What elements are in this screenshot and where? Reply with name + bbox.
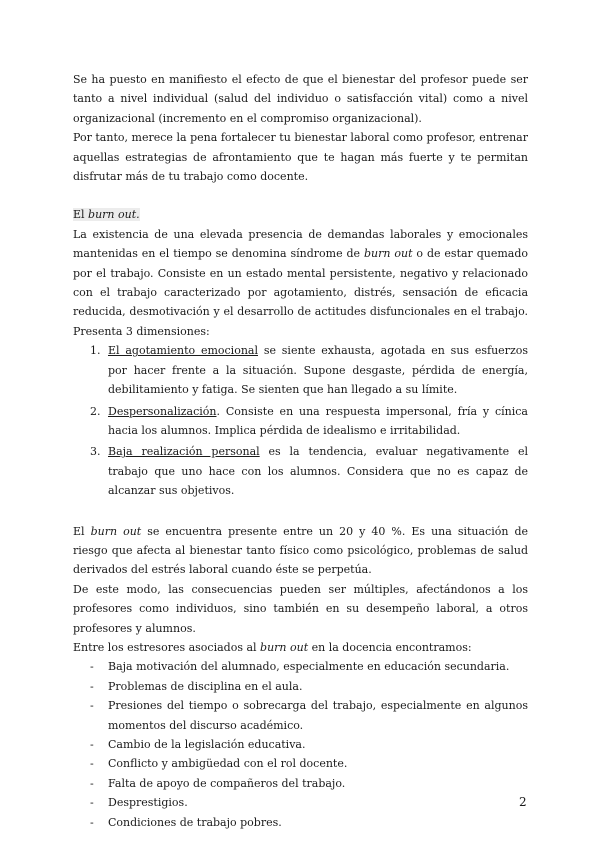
consequences-paragraph: De este modo, las consecuencias pueden ser múltiples, afectándonos a los profesores como individuos, sino también en su desempeño laboral, a otros profesores y alumnos.	[73, 582, 528, 635]
list-item: - Conflicto y ambigüedad con el rol docente.	[90, 757, 348, 771]
stressors-intro: Entre los estresores asociados al burn out en la docencia encontramos:	[73, 640, 472, 654]
intro-paragraph-2: Por tanto, merece la pena fortalecer tu bienestar laboral como profesor, entrenar aquellas estrategias de afrontamiento que te hagan más fuerte y te permitan disfrutar más de tu trabajo como docente.	[73, 131, 528, 184]
dimension-term: Baja realización personal	[108, 445, 260, 459]
stressors-list	[73, 657, 528, 832]
dimension-item: 1. El agotamiento emocional se siente exhausta, agotada en sus esfuerzos por hacer frente a la situación. Supone desgaste, pérdida de energía, debilitamiento y fatiga. Se sienten que han llegado a su límite.	[90, 344, 529, 397]
dimension-term: El agotamiento emocional	[108, 344, 258, 358]
dimension-term: Despersonalización	[108, 404, 217, 418]
prevalence-paragraph: El burn out se encuentra presente entre un 20 y 40 %. Es una situación de riesgo que afecta al bienestar tanto físico como psicológico, problemas de salud derivados del estrés laboral cuando éste se perpetúa.	[73, 524, 529, 577]
page-number: 2	[519, 795, 527, 809]
dimension-item: 2. Despersonalización. Consiste en una respuesta impersonal, fría y cínica hacia los alumnos. Implica pérdida de idealismo e irritabilidad.	[90, 404, 528, 437]
list-item: - Falta de apoyo de compañeros del trabajo.	[90, 776, 346, 790]
dimension-item: 3. Baja realización personal es la tendencia, evaluar negativamente el trabajo que uno hace con los alumnos. Considera que no es capaz de alcanzar sus objetivos.	[90, 445, 528, 498]
section-heading: El burn out.	[73, 208, 140, 222]
list-item: - Baja motivación del alumnado, especialmente en educación secundaria.	[90, 660, 510, 674]
list-item: - Problemas de disciplina en el aula.	[90, 679, 303, 693]
dimensions-list	[73, 341, 528, 500]
list-item: - Presiones del tiempo o sobrecarga del trabajo, especialmente en algunos momentos del discurso académico.	[90, 699, 528, 732]
page-content	[73, 70, 528, 832]
burnout-definition-paragraph: La existencia de una elevada presencia de demandas laborales y emocionales mantenidas en el tiempo se denomina síndrome de burn out o de estar quemado por el trabajo. Consiste en un estado mental persistente, negativo y relacionado con el trabajo caracterizado por agotamiento, distrés, sensación de eficacia reducida, desmotivación y el desarrollo de actitudes disfuncionales en el trabajo. Presenta 3 dimensiones:	[73, 227, 529, 338]
list-item: - Cambio de la legislación educativa.	[90, 738, 306, 751]
intro-paragraph-1: Se ha puesto en manifiesto el efecto de que el bienestar del profesor puede ser tanto a nivel individual (salud del individuo o satisfacción vital) como a nivel organizacional (incremento en el compromiso organizacional).	[73, 73, 528, 125]
list-item: - Condiciones de trabajo pobres.	[90, 815, 282, 829]
list-item: - Desprestigios.	[90, 796, 188, 810]
